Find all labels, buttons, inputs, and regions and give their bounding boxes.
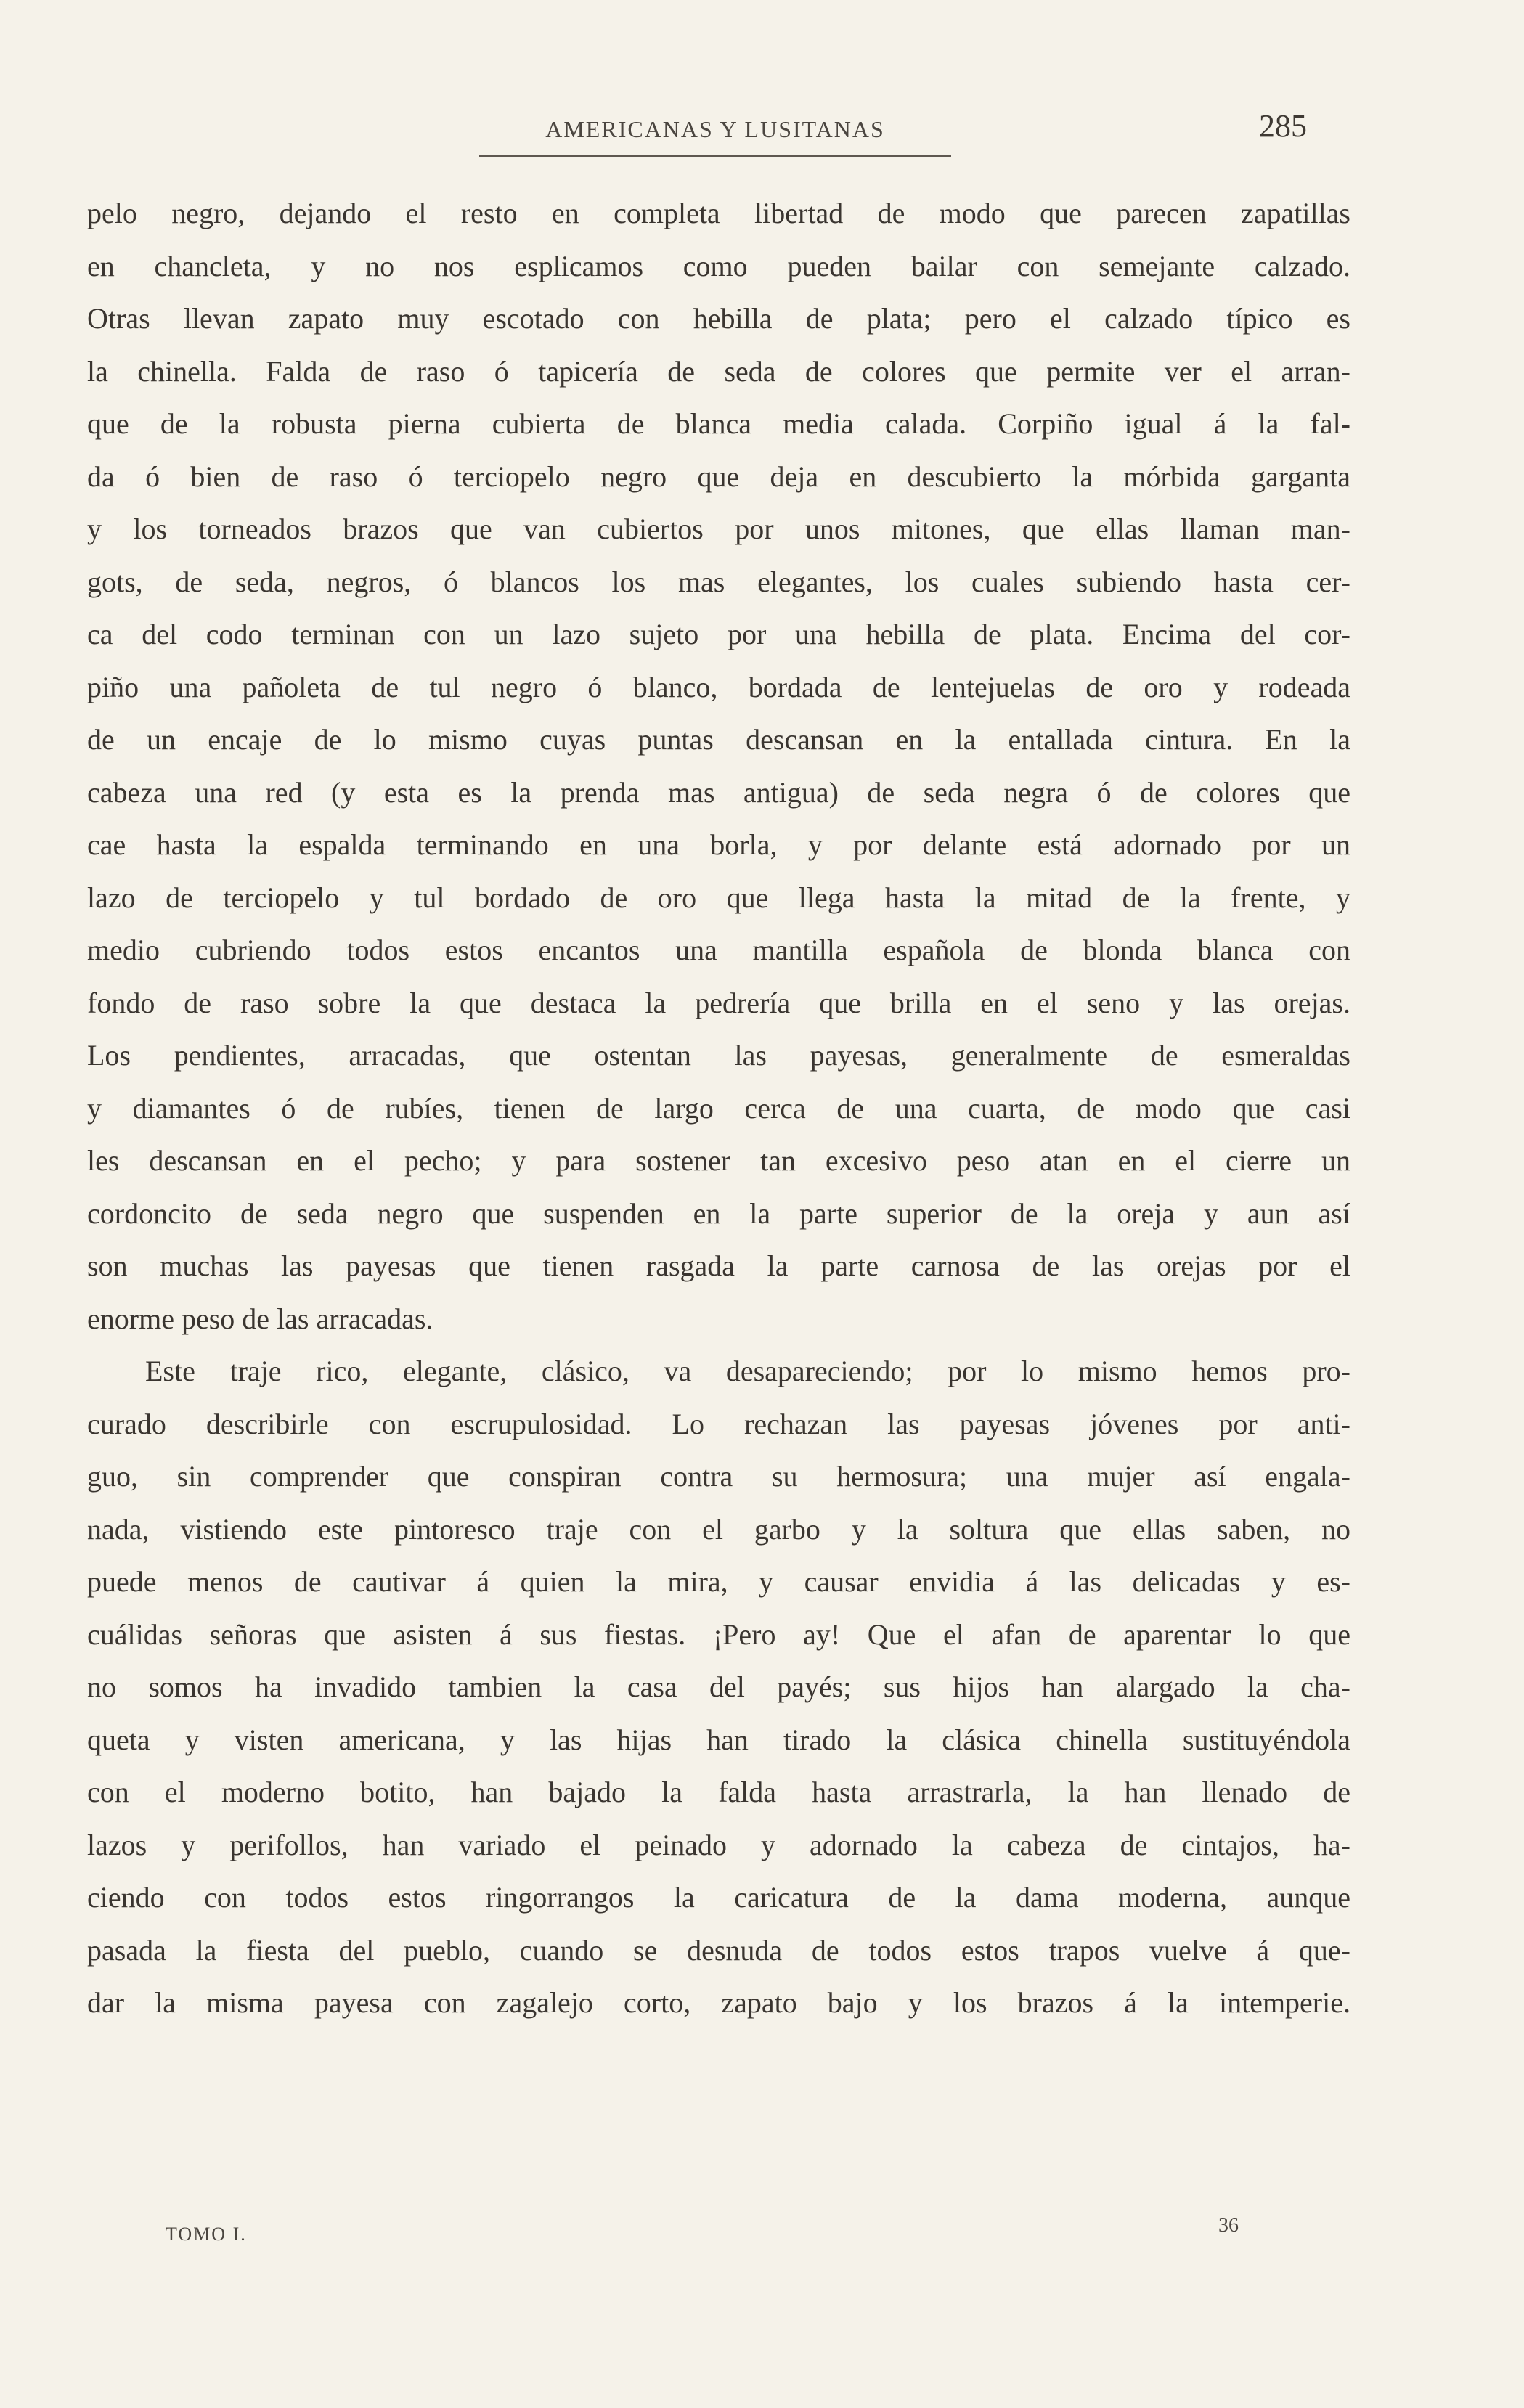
text-line: nada, vistiendo este pintoresco traje con el garbo y la soltura que ellas saben, no xyxy=(87,1512,1350,1546)
text-line: y los torneados brazos que van cubiertos por unos mitones, que ellas llaman man- xyxy=(87,513,1350,545)
text-line: pasada la fiesta del pueblo, cuando se desnuda de todos estos trapos vuelve á que- xyxy=(87,1933,1350,1967)
text-line: la chinella. Falda de raso ó tapicería de seda de colores que permite ver el arran- xyxy=(87,354,1350,388)
text-line: Otras llevan zapato muy escotado con hebilla de plata; pero el calzado típico es xyxy=(87,302,1350,335)
paragraph-start-line: Este traje rico, elegante, clásico, va desapareciendo; por lo mismo hemos pro- xyxy=(145,1355,1350,1387)
text-line: cordoncito de seda negro que suspenden en la parte superior de la oreja y aun así xyxy=(87,1196,1350,1230)
text-line: dar la misma payesa con zagalejo corto, zapato bajo y los brazos á la intemperie. xyxy=(87,1986,1350,2019)
paragraph-end-line: enorme peso de las arracadas. xyxy=(87,1302,433,1335)
text-line: cae hasta la espalda terminando en una borla, y por delante está adornado por un xyxy=(87,828,1350,861)
text-line: fondo de raso sobre la que destaca la pedrería que brilla en el seno y las orejas. xyxy=(87,986,1350,1019)
text-line: curado describirle con escrupulosidad. Lo rechazan las payesas jóvenes por anti- xyxy=(87,1407,1350,1440)
text-line: lazo de terciopelo y tul bordado de oro que llega hasta la mitad de la frente, y xyxy=(87,881,1350,914)
text-line: queta y visten americana, y las hijas han tirado la clásica chinella sustituyéndola xyxy=(87,1723,1350,1756)
text-line: en chancleta, y no nos esplicamos como pueden bailar con semejante calzado. xyxy=(87,249,1350,282)
text-line: piño una pañoleta de tul negro ó blanco, bordada de lentejuelas de oro y rodeada xyxy=(87,670,1350,703)
text-line: que de la robusta pierna cubierta de blanca media calada. Corpiño igual á la fal- xyxy=(87,407,1350,440)
text-line: son muchas las payesas que tienen rasgada la parte carnosa de las orejas por el xyxy=(87,1249,1350,1282)
text-line: cuálidas señoras que asisten á sus fiestas. ¡Pero ay! Que el afan de aparentar lo que xyxy=(87,1617,1350,1651)
running-title: AMERICANAS Y LUSITANAS xyxy=(545,116,885,142)
volume-signature: TOMO I. xyxy=(166,2224,247,2245)
body-text xyxy=(87,187,1350,2030)
text-line: pelo negro, dejando el resto en completa libertad de modo que parecen zapatillas xyxy=(87,197,1350,229)
text-line: lazos y perifollos, han variado el peinado y adornado la cabeza de cintajos, ha- xyxy=(87,1828,1350,1861)
text-line: y diamantes ó de rubíes, tienen de largo cerca de una cuarta, de modo que casi xyxy=(87,1091,1350,1125)
text-line: gots, de seda, negros, ó blancos los mas elegantes, los cuales subiendo hasta cer- xyxy=(87,565,1350,598)
text-line: puede menos de cautivar á quien la mira, y causar envidia á las delicadas y es- xyxy=(87,1565,1350,1598)
text-line: da ó bien de raso ó terciopelo negro que deja en descubierto la mórbida garganta xyxy=(87,460,1350,493)
text-line: ca del codo terminan con un lazo sujeto por una hebilla de plata. Encima del cor- xyxy=(87,618,1350,650)
signature-folio: 36 xyxy=(1218,2214,1239,2237)
page-number: 285 xyxy=(1259,108,1307,144)
text-line: con el moderno botito, han bajado la falda hasta arrastrarla, la han llenado de xyxy=(87,1776,1350,1808)
header-rule xyxy=(479,155,951,157)
text-line: Los pendientes, arracadas, que ostentan las payesas, generalmente de esmeraldas xyxy=(87,1039,1350,1072)
text-line: de un encaje de lo mismo cuyas puntas descansan en la entallada cintura. En la xyxy=(87,723,1350,756)
text-line: medio cubriendo todos estos encantos una mantilla española de blonda blanca con xyxy=(87,934,1350,966)
text-line: no somos ha invadido tambien la casa del payés; sus hijos han alargado la cha- xyxy=(87,1670,1350,1703)
text-line: ciendo con todos estos ringorrangos la caricatura de la dama moderna, aunque xyxy=(87,1881,1350,1914)
text-line: les descansan en el pecho; y para sostener tan excesivo peso atan en el cierre un xyxy=(87,1144,1350,1177)
text-line: cabeza una red (y esta es la prenda mas antigua) de seda negra ó de colores que xyxy=(87,775,1350,809)
text-line: guo, sin comprender que conspiran contra su hermosura; una mujer así engala- xyxy=(87,1460,1350,1493)
